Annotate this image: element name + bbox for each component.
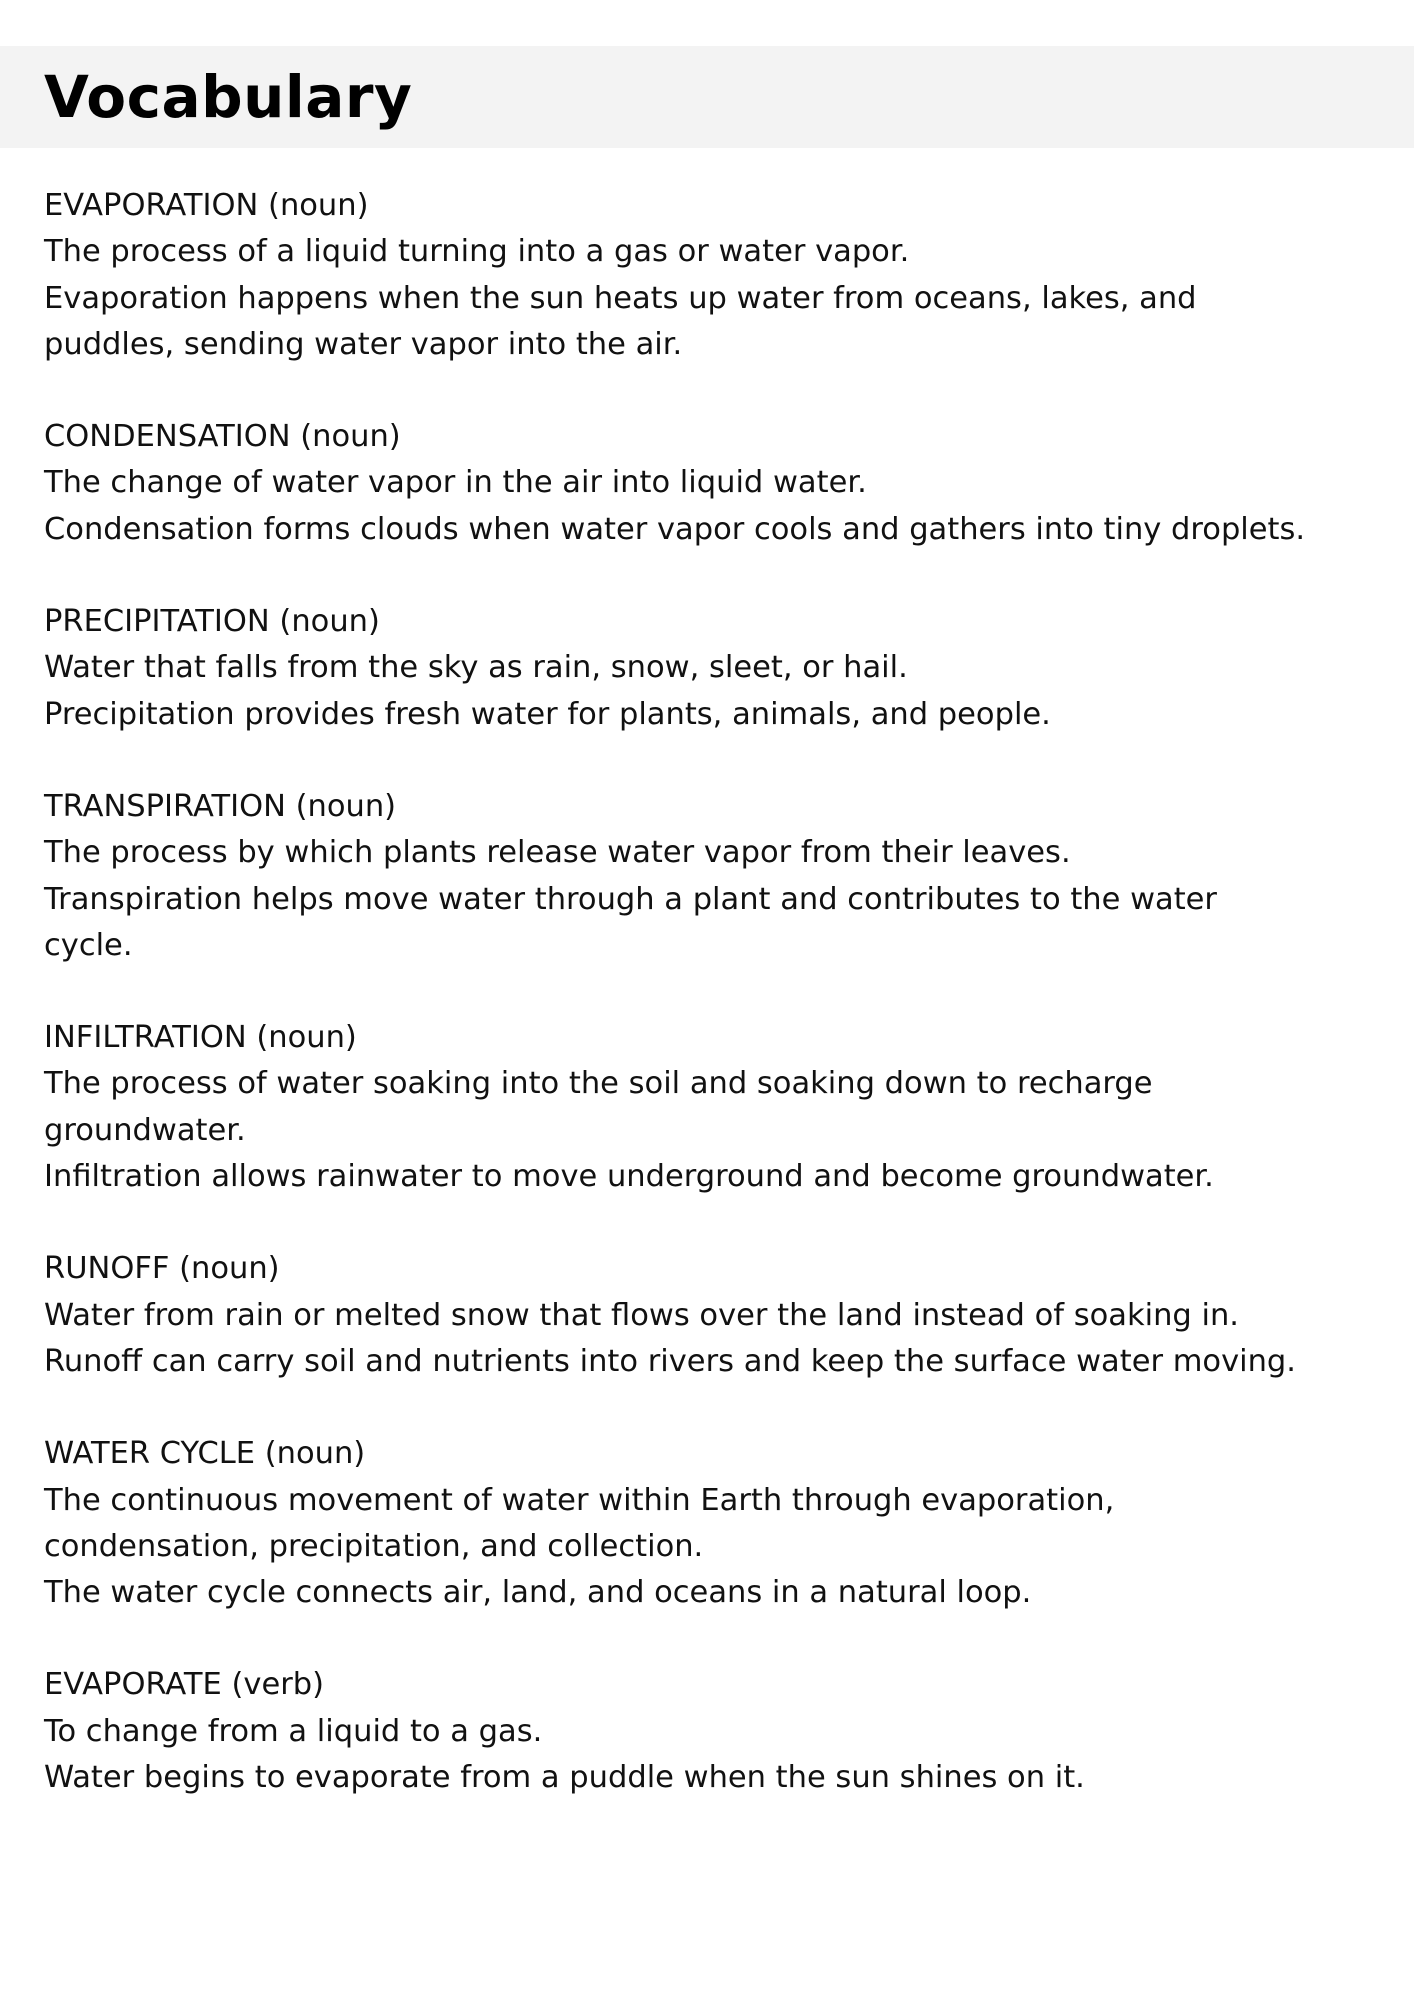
vocabulary-list bbox=[44, 183, 1384, 1847]
vocab-example: Runoff can carry soil and nutrients into rivers and keep the surface water moving. bbox=[44, 1343, 1296, 1379]
title-bar bbox=[0, 46, 1414, 148]
vocab-entry-condensation bbox=[44, 414, 1384, 553]
vocab-definition: The change of water vapor in the air into liquid water. bbox=[44, 465, 867, 501]
vocab-entry-evaporate bbox=[44, 1662, 1384, 1801]
vocab-entry-infiltration bbox=[44, 1015, 1384, 1200]
vocab-example: Transpiration helps move water through a plant and contributes to the water cycle. bbox=[44, 881, 1217, 963]
vocab-term: PRECIPITATION (noun) bbox=[44, 604, 380, 640]
vocab-term: EVAPORATE (verb) bbox=[44, 1667, 325, 1703]
vocab-example: Precipitation provides fresh water for plants, animals, and people. bbox=[44, 696, 1051, 732]
vocab-entry-precipitation bbox=[44, 599, 1384, 738]
vocab-example: Water begins to evaporate from a puddle when the sun shines on it. bbox=[44, 1760, 1085, 1796]
vocab-definition: Water that falls from the sky as rain, snow, sleet, or hail. bbox=[44, 650, 908, 686]
vocab-term: RUNOFF (noun) bbox=[44, 1251, 280, 1287]
vocab-example: Evaporation happens when the sun heats up water from oceans, lakes, and puddles, sending water vapor into the air. bbox=[44, 280, 1197, 362]
vocab-definition: The process of a liquid turning into a gas or water vapor. bbox=[44, 234, 910, 270]
vocab-example: Infiltration allows rainwater to move underground and become groundwater. bbox=[44, 1159, 1214, 1195]
vocab-term: INFILTRATION (noun) bbox=[44, 1020, 357, 1056]
vocab-definition: Water from rain or melted snow that flows over the land instead of soaking in. bbox=[44, 1297, 1239, 1333]
vocab-definition: The process by which plants release water vapor from their leaves. bbox=[44, 835, 1071, 871]
vocab-definition: The continuous movement of water within Earth through evaporation, condensation, precipitation, and collection. bbox=[44, 1482, 1115, 1564]
vocab-entry-evaporation bbox=[44, 183, 1384, 368]
vocab-entry-transpiration bbox=[44, 784, 1384, 969]
vocab-term: WATER CYCLE (noun) bbox=[44, 1436, 366, 1472]
vocab-term: CONDENSATION (noun) bbox=[44, 419, 401, 455]
vocab-definition: To change from a liquid to a gas. bbox=[44, 1713, 543, 1749]
vocab-term: EVAPORATION (noun) bbox=[44, 188, 369, 223]
page-title: Vocabulary bbox=[44, 63, 413, 131]
vocab-entry-water-cycle bbox=[44, 1431, 1384, 1616]
vocab-entry-runoff bbox=[44, 1246, 1384, 1385]
vocab-definition: The process of water soaking into the soil and soaking down to recharge groundwater. bbox=[44, 1066, 1153, 1148]
vocab-example: The water cycle connects air, land, and oceans in a natural loop. bbox=[44, 1575, 1032, 1611]
vocab-term: TRANSPIRATION (noun) bbox=[44, 788, 397, 824]
vocab-example: Condensation forms clouds when water vapor cools and gathers into tiny droplets. bbox=[44, 511, 1306, 547]
